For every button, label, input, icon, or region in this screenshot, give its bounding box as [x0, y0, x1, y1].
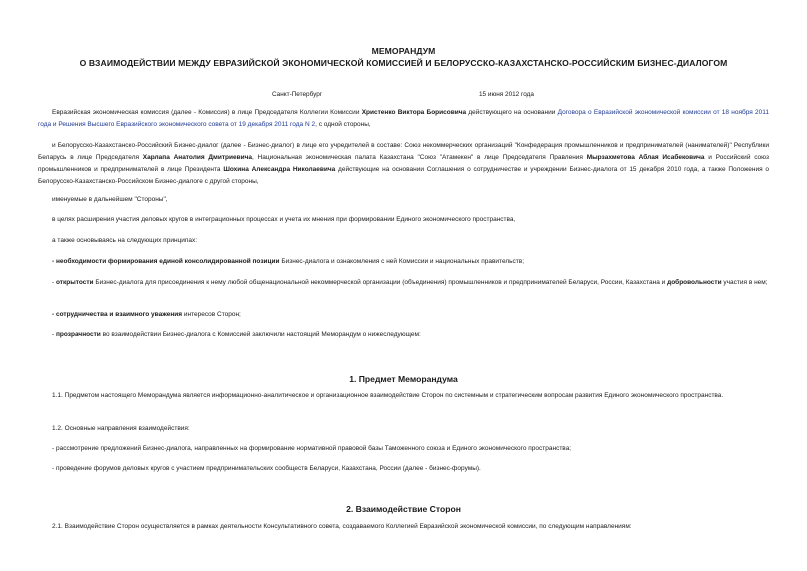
- paragraph-principles-intro: а также основываясь на следующих принципах:: [52, 237, 198, 244]
- text: участия в нем;: [721, 279, 768, 286]
- clause-1-2-item: - проведение форумов деловых кругов с участием предпринимательских сообществ Беларуси, Казахстана, России (далее - бизнес-форумы).: [52, 465, 481, 472]
- principle-title: - необходимости формирования единой консолидированной позиции: [52, 258, 280, 265]
- text: Бизнес-диалога для присоединения к нему любой общенациональной некоммерческой организации (объединения) промышленников и предпринимателей Беларуси, России, Казахстана и: [93, 279, 668, 286]
- document-city: Санкт-Петербург: [272, 91, 323, 98]
- text: и: [51, 121, 59, 128]
- text: действующие на основании Соглашения о сотрудничестве и учреждении Бизнес-диалога от 15 декабря 2010 года, а также Положения о Белорусско-Казахстанско-Российском Бизнес-диалоге с другой стороны,: [38, 166, 769, 185]
- principle-title: прозрачности: [55, 331, 101, 338]
- paragraph-parties: именуемые в дальнейшем "Стороны",: [52, 196, 168, 203]
- principle-title: добровольности: [667, 279, 722, 286]
- principle-title: открытости: [55, 279, 94, 286]
- decision-link[interactable]: Решения Высшего Евразийского экономического совета от 19 декабря 2011 года N 2: [58, 121, 316, 128]
- section-2-heading: 2. Взаимодействие Сторон: [346, 504, 461, 514]
- text: -: [52, 331, 56, 338]
- principle-item: [38, 277, 769, 289]
- paragraph-purpose: в целях расширения участия деловых кругов в интеграционных процессах и учета их мнения при формировании Единого экономического пространства,: [52, 216, 516, 223]
- signatory-name: Шохина Александра Николаевича: [223, 166, 336, 173]
- text: , с одной стороны,: [315, 121, 371, 128]
- signatory-name: Мырзахметова Аблая Исабековича: [586, 154, 705, 161]
- text: во взаимодействии Бизнес-диалога с Комиссией заключили настоящий Меморандум о нижеследующем:: [100, 331, 421, 338]
- principle-item: [38, 309, 769, 321]
- principle-title: - сотрудничества и взаимного уважения: [52, 311, 183, 318]
- clause-2-1: 2.1. Взаимодействие Сторон осуществляется в рамках деятельности Консультативного совета, создаваемого Коллегией Евразийской экономической комиссии, по следующим направлениям:: [52, 523, 632, 530]
- document-date: 15 июня 2012 года: [479, 91, 534, 98]
- section-1-heading: 1. Предмет Меморандума: [349, 374, 458, 384]
- text: действующего на основании: [466, 109, 558, 116]
- text: и Российский союз промышленников и предпринимателей в лице Президента: [38, 154, 770, 173]
- clause-1-2-item: - рассмотрение предложений Бизнес-диалога, направленных на формирование нормативной правовой базы Таможенного союза и Единого экономического пространства;: [52, 445, 572, 452]
- paragraph-business-dialogue: [38, 140, 769, 188]
- text: , Национальная экономическая палата Казахстана "Союз "Атамекен" в лице Председателя Правления: [251, 154, 587, 161]
- signatory-name: Христенко Виктора Борисовича: [361, 109, 467, 116]
- document-subtitle: О ВЗАИМОДЕЙСТВИИ МЕЖДУ ЕВРАЗИЙСКОЙ ЭКОНОМИЧЕСКОЙ КОМИССИЕЙ И БЕЛОРУССКО-КАЗАХСТАНСКО-РОССИЙСКИМ БИЗНЕС-ДИАЛОГОМ: [79, 58, 728, 68]
- text: Бизнес-диалога и ознакомления с ней Комиссии и национальных правительств;: [279, 258, 525, 265]
- treaty-link[interactable]: Договора о Евразийской экономической комиссии от 18 ноября 2011 года: [38, 109, 769, 128]
- text: и Белорусско-Казахстанско-Российский Бизнес-диалог (далее - Бизнес-диалог) в лице его учредителей в составе: Союз некоммерческих организаций "Конфедерация промышленников и предпринимателей (нанимателей)" Республики Беларусь в лице Председателя: [38, 142, 769, 161]
- text: -: [52, 279, 56, 286]
- text: Евразийская экономическая комиссия (далее - Комиссия) в лице Председателя Коллегии Комиссии: [52, 109, 362, 116]
- signatory-name: Харлапа Анатолия Дмитриевича: [142, 154, 252, 161]
- document-title: МЕМОРАНДУМ: [371, 46, 436, 56]
- principle-item: [38, 256, 769, 268]
- clause-1-2: 1.2. Основные направления взаимодействия:: [52, 425, 190, 432]
- principle-item: [38, 329, 769, 341]
- text: интересов Сторон;: [182, 311, 241, 318]
- clause-1-1: 1.1. Предметом настоящего Меморандума является информационно-аналитическое и организационное взаимодействие Сторон по системным и стратегическим вопросам развития Единого экономического пространства.: [52, 392, 724, 399]
- paragraph-commission: [38, 107, 769, 131]
